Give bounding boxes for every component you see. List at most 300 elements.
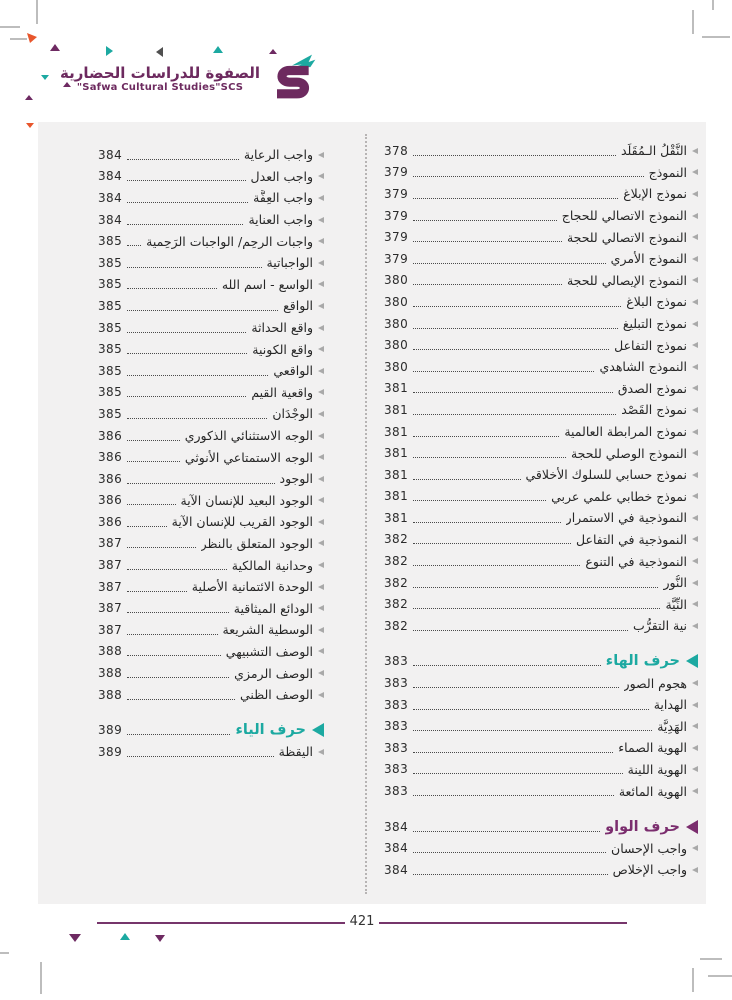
entry-bullet-icon bbox=[692, 723, 698, 729]
index-entry bbox=[384, 442, 698, 464]
entry-bullet-icon bbox=[318, 281, 324, 287]
entry-bullet-icon bbox=[318, 519, 324, 525]
entry-bullet-icon bbox=[692, 256, 698, 262]
dotted-leader bbox=[127, 460, 180, 462]
entry-page: 385 bbox=[98, 277, 123, 292]
entry-page: 385 bbox=[98, 320, 123, 335]
section-gap bbox=[384, 802, 698, 816]
entry-page: 385 bbox=[98, 363, 123, 378]
entry-page: 386 bbox=[98, 428, 123, 443]
entry-bullet-icon bbox=[692, 515, 698, 521]
entry-page: 380 bbox=[384, 316, 409, 331]
decor-triangle bbox=[155, 935, 165, 942]
section-triangle-icon bbox=[686, 654, 698, 668]
decor-triangle bbox=[69, 934, 81, 942]
index-entry bbox=[384, 313, 698, 335]
entry-label: الهوية اللينة bbox=[627, 761, 687, 777]
entry-label: نموذج القَصْد bbox=[621, 402, 687, 418]
entry-page: 381 bbox=[384, 467, 409, 482]
entry-page: 388 bbox=[98, 644, 123, 659]
entry-page: 380 bbox=[384, 294, 409, 309]
section-header bbox=[384, 651, 698, 673]
entry-label: النموذج الإيصالي للحجة bbox=[566, 272, 687, 288]
entry-label: النِّيَّة bbox=[665, 596, 687, 612]
entry-page: 387 bbox=[98, 579, 123, 594]
entry-bullet-icon bbox=[318, 670, 324, 676]
dotted-leader bbox=[413, 219, 557, 221]
index-entry bbox=[384, 507, 698, 529]
index-entry bbox=[384, 291, 698, 313]
entry-bullet-icon bbox=[318, 476, 324, 482]
dotted-leader bbox=[413, 564, 580, 566]
decor-triangle bbox=[26, 123, 34, 128]
entry-bullet-icon bbox=[318, 389, 324, 395]
entry-label: واجب الإخلاص bbox=[612, 862, 687, 878]
entry-bullet-icon bbox=[692, 450, 698, 456]
dotted-leader bbox=[413, 435, 559, 437]
entry-label: نموذج الصدق bbox=[617, 380, 687, 396]
entry-page: 389 bbox=[98, 744, 123, 759]
dotted-leader bbox=[127, 611, 229, 613]
entry-label: النموذجية في التنوع bbox=[585, 553, 687, 569]
entry-bullet-icon bbox=[318, 411, 324, 417]
entry-page: 379 bbox=[384, 230, 409, 245]
entry-bullet-icon bbox=[318, 584, 324, 590]
entry-page: 384 bbox=[98, 169, 123, 184]
entry-label: نموذج حسابي للسلوك الأخلاقي bbox=[525, 467, 687, 483]
dotted-leader bbox=[413, 240, 562, 242]
footer-rule-right bbox=[379, 922, 627, 924]
entry-bullet-icon bbox=[318, 540, 324, 546]
entry-label: الودائع الميثاقية bbox=[233, 600, 313, 616]
index-entry bbox=[384, 837, 698, 859]
entry-label: نموذج الإبلاغ bbox=[623, 186, 687, 202]
dotted-leader bbox=[127, 546, 196, 548]
entry-bullet-icon bbox=[692, 493, 698, 499]
index-entry bbox=[98, 641, 324, 663]
section-gap bbox=[98, 705, 324, 719]
entry-label: نموذج خطابي علمي عربي bbox=[551, 488, 687, 504]
entry-page: 379 bbox=[384, 186, 409, 201]
entry-page: 385 bbox=[98, 234, 123, 249]
dotted-leader bbox=[413, 521, 561, 523]
dotted-leader bbox=[413, 586, 658, 588]
entry-bullet-icon bbox=[692, 429, 698, 435]
entry-bullet-icon bbox=[692, 191, 698, 197]
entry-label: الوجه الاستثنائي الذكوري bbox=[184, 428, 313, 444]
entry-page: 384 bbox=[384, 841, 409, 856]
dotted-leader bbox=[413, 175, 644, 177]
entry-label: اليقظة bbox=[278, 744, 313, 760]
entry-label: نموذج المرابطة العالمية bbox=[564, 424, 687, 440]
entry-bullet-icon bbox=[692, 766, 698, 772]
crop-mark bbox=[692, 10, 694, 34]
entry-bullet-icon bbox=[692, 867, 698, 873]
entry-label: الهوية المائعة bbox=[618, 783, 687, 799]
entry-bullet-icon bbox=[692, 148, 698, 154]
entry-page: 384 bbox=[98, 212, 123, 227]
entry-page: 381 bbox=[384, 402, 409, 417]
entry-bullet-icon bbox=[318, 238, 324, 244]
entry-label: الواجباتية bbox=[266, 255, 313, 271]
entry-label: النَّقْلُ الـمُقَلِّد bbox=[620, 143, 687, 159]
index-entry bbox=[384, 715, 698, 737]
crop-mark bbox=[712, 0, 714, 10]
dotted-leader bbox=[127, 395, 246, 397]
entry-page: 384 bbox=[98, 147, 123, 162]
crop-mark bbox=[10, 38, 27, 40]
entry-bullet-icon bbox=[318, 195, 324, 201]
entry-label: الوصف التشبيهي bbox=[225, 643, 313, 659]
crop-mark bbox=[0, 26, 20, 28]
entry-label: الوسطية الشريعة bbox=[222, 622, 313, 638]
section-header-label: حرف الواو bbox=[605, 818, 680, 835]
entry-bullet-icon bbox=[318, 325, 324, 331]
publisher-logo-text bbox=[60, 64, 260, 93]
crop-mark bbox=[708, 975, 732, 977]
column-divider bbox=[365, 134, 367, 894]
entry-page: 387 bbox=[98, 558, 123, 573]
entry-label: واقعية القيم bbox=[251, 384, 313, 400]
entry-label: واجب الرعاية bbox=[243, 147, 313, 163]
dotted-leader bbox=[127, 654, 221, 656]
entry-page: 386 bbox=[98, 514, 123, 529]
entry-label: الواسع - اسم الله bbox=[221, 276, 313, 292]
footer-rule-left bbox=[97, 922, 345, 924]
entry-bullet-icon bbox=[692, 623, 698, 629]
dotted-leader bbox=[127, 733, 230, 735]
entry-page: 387 bbox=[98, 536, 123, 551]
index-entry bbox=[384, 615, 698, 637]
dotted-leader bbox=[127, 503, 175, 505]
index-panel bbox=[38, 122, 706, 904]
dotted-leader bbox=[413, 370, 594, 372]
entry-page: 378 bbox=[384, 143, 409, 158]
index-entry bbox=[98, 230, 324, 252]
publisher-logo-mark-icon bbox=[267, 54, 317, 102]
dotted-leader bbox=[127, 633, 217, 635]
dotted-leader bbox=[413, 542, 571, 544]
entry-bullet-icon bbox=[318, 217, 324, 223]
dotted-leader bbox=[127, 331, 246, 333]
dotted-leader bbox=[413, 456, 566, 458]
entry-label: الهداية bbox=[653, 697, 687, 713]
dotted-leader bbox=[413, 478, 520, 480]
publisher-name-arabic: الصفوة للدراسات الحضارية bbox=[60, 63, 261, 82]
entry-label: واقع الكونية bbox=[252, 341, 313, 357]
dotted-leader bbox=[127, 525, 167, 527]
entry-label: الوجود المتعلق بالنظر bbox=[200, 535, 313, 551]
index-entry bbox=[384, 672, 698, 694]
entry-label: الوصف الرمزي bbox=[234, 665, 313, 681]
crop-mark bbox=[0, 952, 9, 954]
dotted-leader bbox=[127, 482, 274, 484]
entry-bullet-icon bbox=[318, 605, 324, 611]
entry-page: 381 bbox=[384, 424, 409, 439]
index-entry bbox=[98, 360, 324, 382]
section-header-label: حرف الهاء bbox=[605, 653, 680, 670]
publisher-logo bbox=[60, 54, 317, 102]
dotted-leader bbox=[127, 755, 274, 757]
dotted-leader bbox=[413, 154, 616, 156]
entry-page: 388 bbox=[98, 687, 123, 702]
index-entry bbox=[384, 334, 698, 356]
entry-page: 385 bbox=[98, 298, 123, 313]
section-gap bbox=[384, 637, 698, 651]
entry-label: واجب العناية bbox=[248, 212, 313, 228]
section-header-page: 384 bbox=[384, 819, 409, 834]
dotted-leader bbox=[413, 327, 618, 329]
entry-label: النموذج الاتصالي للحجة bbox=[566, 229, 687, 245]
entry-page: 385 bbox=[98, 385, 123, 400]
index-entry bbox=[384, 759, 698, 781]
entry-label: الوِجْدَان bbox=[272, 406, 313, 422]
index-entry bbox=[384, 464, 698, 486]
index-entry bbox=[98, 597, 324, 619]
index-entry bbox=[384, 270, 698, 292]
entry-bullet-icon bbox=[318, 346, 324, 352]
entry-label: نموذج التفاعل bbox=[614, 337, 687, 353]
index-entry bbox=[98, 511, 324, 533]
dotted-leader bbox=[413, 413, 616, 415]
entry-label: الهوية الصماء bbox=[618, 740, 687, 756]
dotted-leader bbox=[127, 590, 187, 592]
dotted-leader bbox=[127, 568, 227, 570]
section-header-label: حرف الياء bbox=[235, 722, 306, 739]
entry-bullet-icon bbox=[318, 260, 324, 266]
entry-label: النموذجية في الاستمرار bbox=[565, 510, 687, 526]
index-entry bbox=[98, 274, 324, 296]
dotted-leader bbox=[127, 352, 247, 354]
entry-label: واجب العِفَّة bbox=[253, 190, 313, 206]
entry-bullet-icon bbox=[692, 234, 698, 240]
entry-bullet-icon bbox=[692, 321, 698, 327]
section-header bbox=[384, 816, 698, 838]
index-entry bbox=[384, 183, 698, 205]
section-header-page: 383 bbox=[384, 654, 409, 669]
index-entry bbox=[384, 486, 698, 508]
entry-page: 380 bbox=[384, 359, 409, 374]
index-entry bbox=[384, 162, 698, 184]
entry-bullet-icon bbox=[692, 299, 698, 305]
entry-page: 379 bbox=[384, 208, 409, 223]
index-entry bbox=[384, 399, 698, 421]
entry-label: النموذج bbox=[648, 164, 687, 180]
entry-label: واجبات الرحِم/ الواجبات الرَحِمية bbox=[146, 233, 313, 249]
index-entry bbox=[98, 252, 324, 274]
dotted-leader bbox=[413, 851, 606, 853]
entry-label: وحدانية المالكية bbox=[231, 557, 313, 573]
index-entry bbox=[98, 144, 324, 166]
entry-label: النموذج الأمري bbox=[610, 251, 687, 267]
entry-label: واجب الإحسان bbox=[611, 840, 687, 856]
entry-label: الوجود البعيد للإنسان الآية bbox=[180, 492, 313, 508]
index-entry bbox=[384, 356, 698, 378]
dotted-leader bbox=[127, 439, 180, 441]
entry-page: 380 bbox=[384, 338, 409, 353]
crop-mark bbox=[36, 0, 38, 24]
entry-page: 381 bbox=[384, 510, 409, 525]
entry-bullet-icon bbox=[318, 497, 324, 503]
index-entry bbox=[98, 741, 324, 763]
dotted-leader bbox=[127, 223, 243, 225]
index-entry bbox=[384, 140, 698, 162]
index-entry bbox=[98, 403, 324, 425]
dotted-leader bbox=[413, 499, 546, 501]
entry-label: نية التقرُّب bbox=[633, 618, 687, 634]
entry-page: 383 bbox=[384, 740, 409, 755]
dotted-leader bbox=[413, 607, 660, 609]
dotted-leader bbox=[413, 830, 600, 832]
footer bbox=[97, 915, 627, 930]
dotted-leader bbox=[127, 179, 245, 181]
entry-page: 379 bbox=[384, 251, 409, 266]
entry-label: الهَدِيَّة bbox=[657, 718, 687, 734]
index-entry bbox=[98, 317, 324, 339]
entry-label: الوجود bbox=[279, 471, 313, 487]
entry-page: 386 bbox=[98, 471, 123, 486]
entry-bullet-icon bbox=[692, 472, 698, 478]
index-entry bbox=[384, 529, 698, 551]
dotted-leader bbox=[413, 262, 606, 264]
entry-label: هجوم الصور bbox=[623, 675, 687, 691]
entry-bullet-icon bbox=[318, 303, 324, 309]
entry-page: 385 bbox=[98, 342, 123, 357]
index-entry bbox=[98, 468, 324, 490]
index-entry bbox=[384, 248, 698, 270]
orange-arrow-icon bbox=[27, 33, 37, 43]
dotted-leader bbox=[413, 629, 628, 631]
entry-page: 383 bbox=[384, 762, 409, 777]
entry-bullet-icon bbox=[692, 342, 698, 348]
entry-label: النموذج الوصلي للحجة bbox=[570, 445, 687, 461]
entry-page: 388 bbox=[98, 666, 123, 681]
index-entry bbox=[98, 338, 324, 360]
index-entry bbox=[384, 572, 698, 594]
publisher-name-english: Safwa Cultural Studies"SCS" bbox=[76, 81, 244, 93]
index-entry bbox=[98, 295, 324, 317]
index-entry bbox=[98, 209, 324, 231]
decor-triangle bbox=[213, 46, 223, 53]
dotted-leader bbox=[127, 417, 267, 419]
entry-bullet-icon bbox=[692, 680, 698, 686]
index-entry bbox=[384, 694, 698, 716]
entry-page: 384 bbox=[98, 190, 123, 205]
entry-bullet-icon bbox=[318, 433, 324, 439]
index-entry bbox=[98, 166, 324, 188]
entry-bullet-icon bbox=[318, 562, 324, 568]
dotted-leader bbox=[413, 197, 618, 199]
entry-label: النموذجية في التفاعل bbox=[576, 531, 687, 547]
index-entry bbox=[384, 378, 698, 400]
entry-page: 382 bbox=[384, 554, 409, 569]
entry-page: 386 bbox=[98, 493, 123, 508]
crop-mark bbox=[702, 36, 730, 38]
dotted-leader bbox=[413, 283, 562, 285]
index-entry bbox=[98, 684, 324, 706]
entry-bullet-icon bbox=[692, 580, 698, 586]
entry-bullet-icon bbox=[318, 173, 324, 179]
entry-label: نموذج التبليغ bbox=[622, 316, 687, 332]
index-entry bbox=[98, 576, 324, 598]
entry-label: الوجود القريب للإنسان الآية bbox=[171, 514, 313, 530]
entry-label: النُّور bbox=[663, 575, 687, 591]
index-column-left bbox=[98, 122, 324, 763]
entry-page: 382 bbox=[384, 597, 409, 612]
entry-bullet-icon bbox=[692, 536, 698, 542]
index-entry bbox=[384, 550, 698, 572]
entry-bullet-icon bbox=[692, 407, 698, 413]
entry-page: 387 bbox=[98, 601, 123, 616]
entry-bullet-icon bbox=[318, 454, 324, 460]
entry-page: 382 bbox=[384, 618, 409, 633]
dotted-leader bbox=[413, 708, 649, 710]
dotted-leader bbox=[127, 676, 229, 678]
dotted-leader bbox=[127, 698, 235, 700]
section-header bbox=[98, 719, 324, 741]
entry-page: 381 bbox=[384, 446, 409, 461]
index-entry bbox=[98, 662, 324, 684]
index-entry bbox=[98, 446, 324, 468]
entry-bullet-icon bbox=[318, 692, 324, 698]
entry-page: 385 bbox=[98, 255, 123, 270]
entry-bullet-icon bbox=[692, 385, 698, 391]
dotted-leader bbox=[413, 686, 618, 688]
index-entry bbox=[384, 205, 698, 227]
dotted-leader bbox=[127, 244, 141, 246]
entry-label: واجب العدل bbox=[250, 168, 313, 184]
entry-page: 380 bbox=[384, 273, 409, 288]
dotted-leader bbox=[127, 158, 239, 160]
dotted-leader bbox=[413, 391, 613, 393]
entry-bullet-icon bbox=[692, 169, 698, 175]
page-number: 421 bbox=[349, 914, 375, 929]
index-entry bbox=[384, 859, 698, 881]
dotted-leader bbox=[413, 794, 614, 796]
index-entry bbox=[98, 425, 324, 447]
entry-bullet-icon bbox=[692, 213, 698, 219]
dotted-leader bbox=[413, 873, 608, 875]
entry-page: 383 bbox=[384, 676, 409, 691]
dotted-leader bbox=[413, 772, 623, 774]
entry-label: الواقعي bbox=[273, 363, 313, 379]
entry-bullet-icon bbox=[692, 277, 698, 283]
index-entry bbox=[384, 737, 698, 759]
index-entry bbox=[98, 187, 324, 209]
index-entry bbox=[98, 533, 324, 555]
entry-bullet-icon bbox=[692, 601, 698, 607]
index-entry bbox=[384, 593, 698, 615]
entry-page: 384 bbox=[384, 862, 409, 877]
entry-page: 383 bbox=[384, 697, 409, 712]
entry-bullet-icon bbox=[692, 558, 698, 564]
index-entry bbox=[98, 619, 324, 641]
section-triangle-icon bbox=[686, 820, 698, 834]
entry-page: 385 bbox=[98, 406, 123, 421]
crop-mark bbox=[692, 968, 694, 992]
entry-label: النموذج الشاهدي bbox=[599, 359, 687, 375]
entry-page: 379 bbox=[384, 165, 409, 180]
entry-page: 386 bbox=[98, 450, 123, 465]
index-column-right bbox=[384, 122, 698, 881]
index-entry bbox=[98, 554, 324, 576]
entry-label: واقع الحداثة bbox=[251, 320, 313, 336]
entry-bullet-icon bbox=[692, 364, 698, 370]
dotted-leader bbox=[127, 309, 278, 311]
entry-bullet-icon bbox=[692, 702, 698, 708]
entry-bullet-icon bbox=[318, 648, 324, 654]
index-entry bbox=[384, 226, 698, 248]
